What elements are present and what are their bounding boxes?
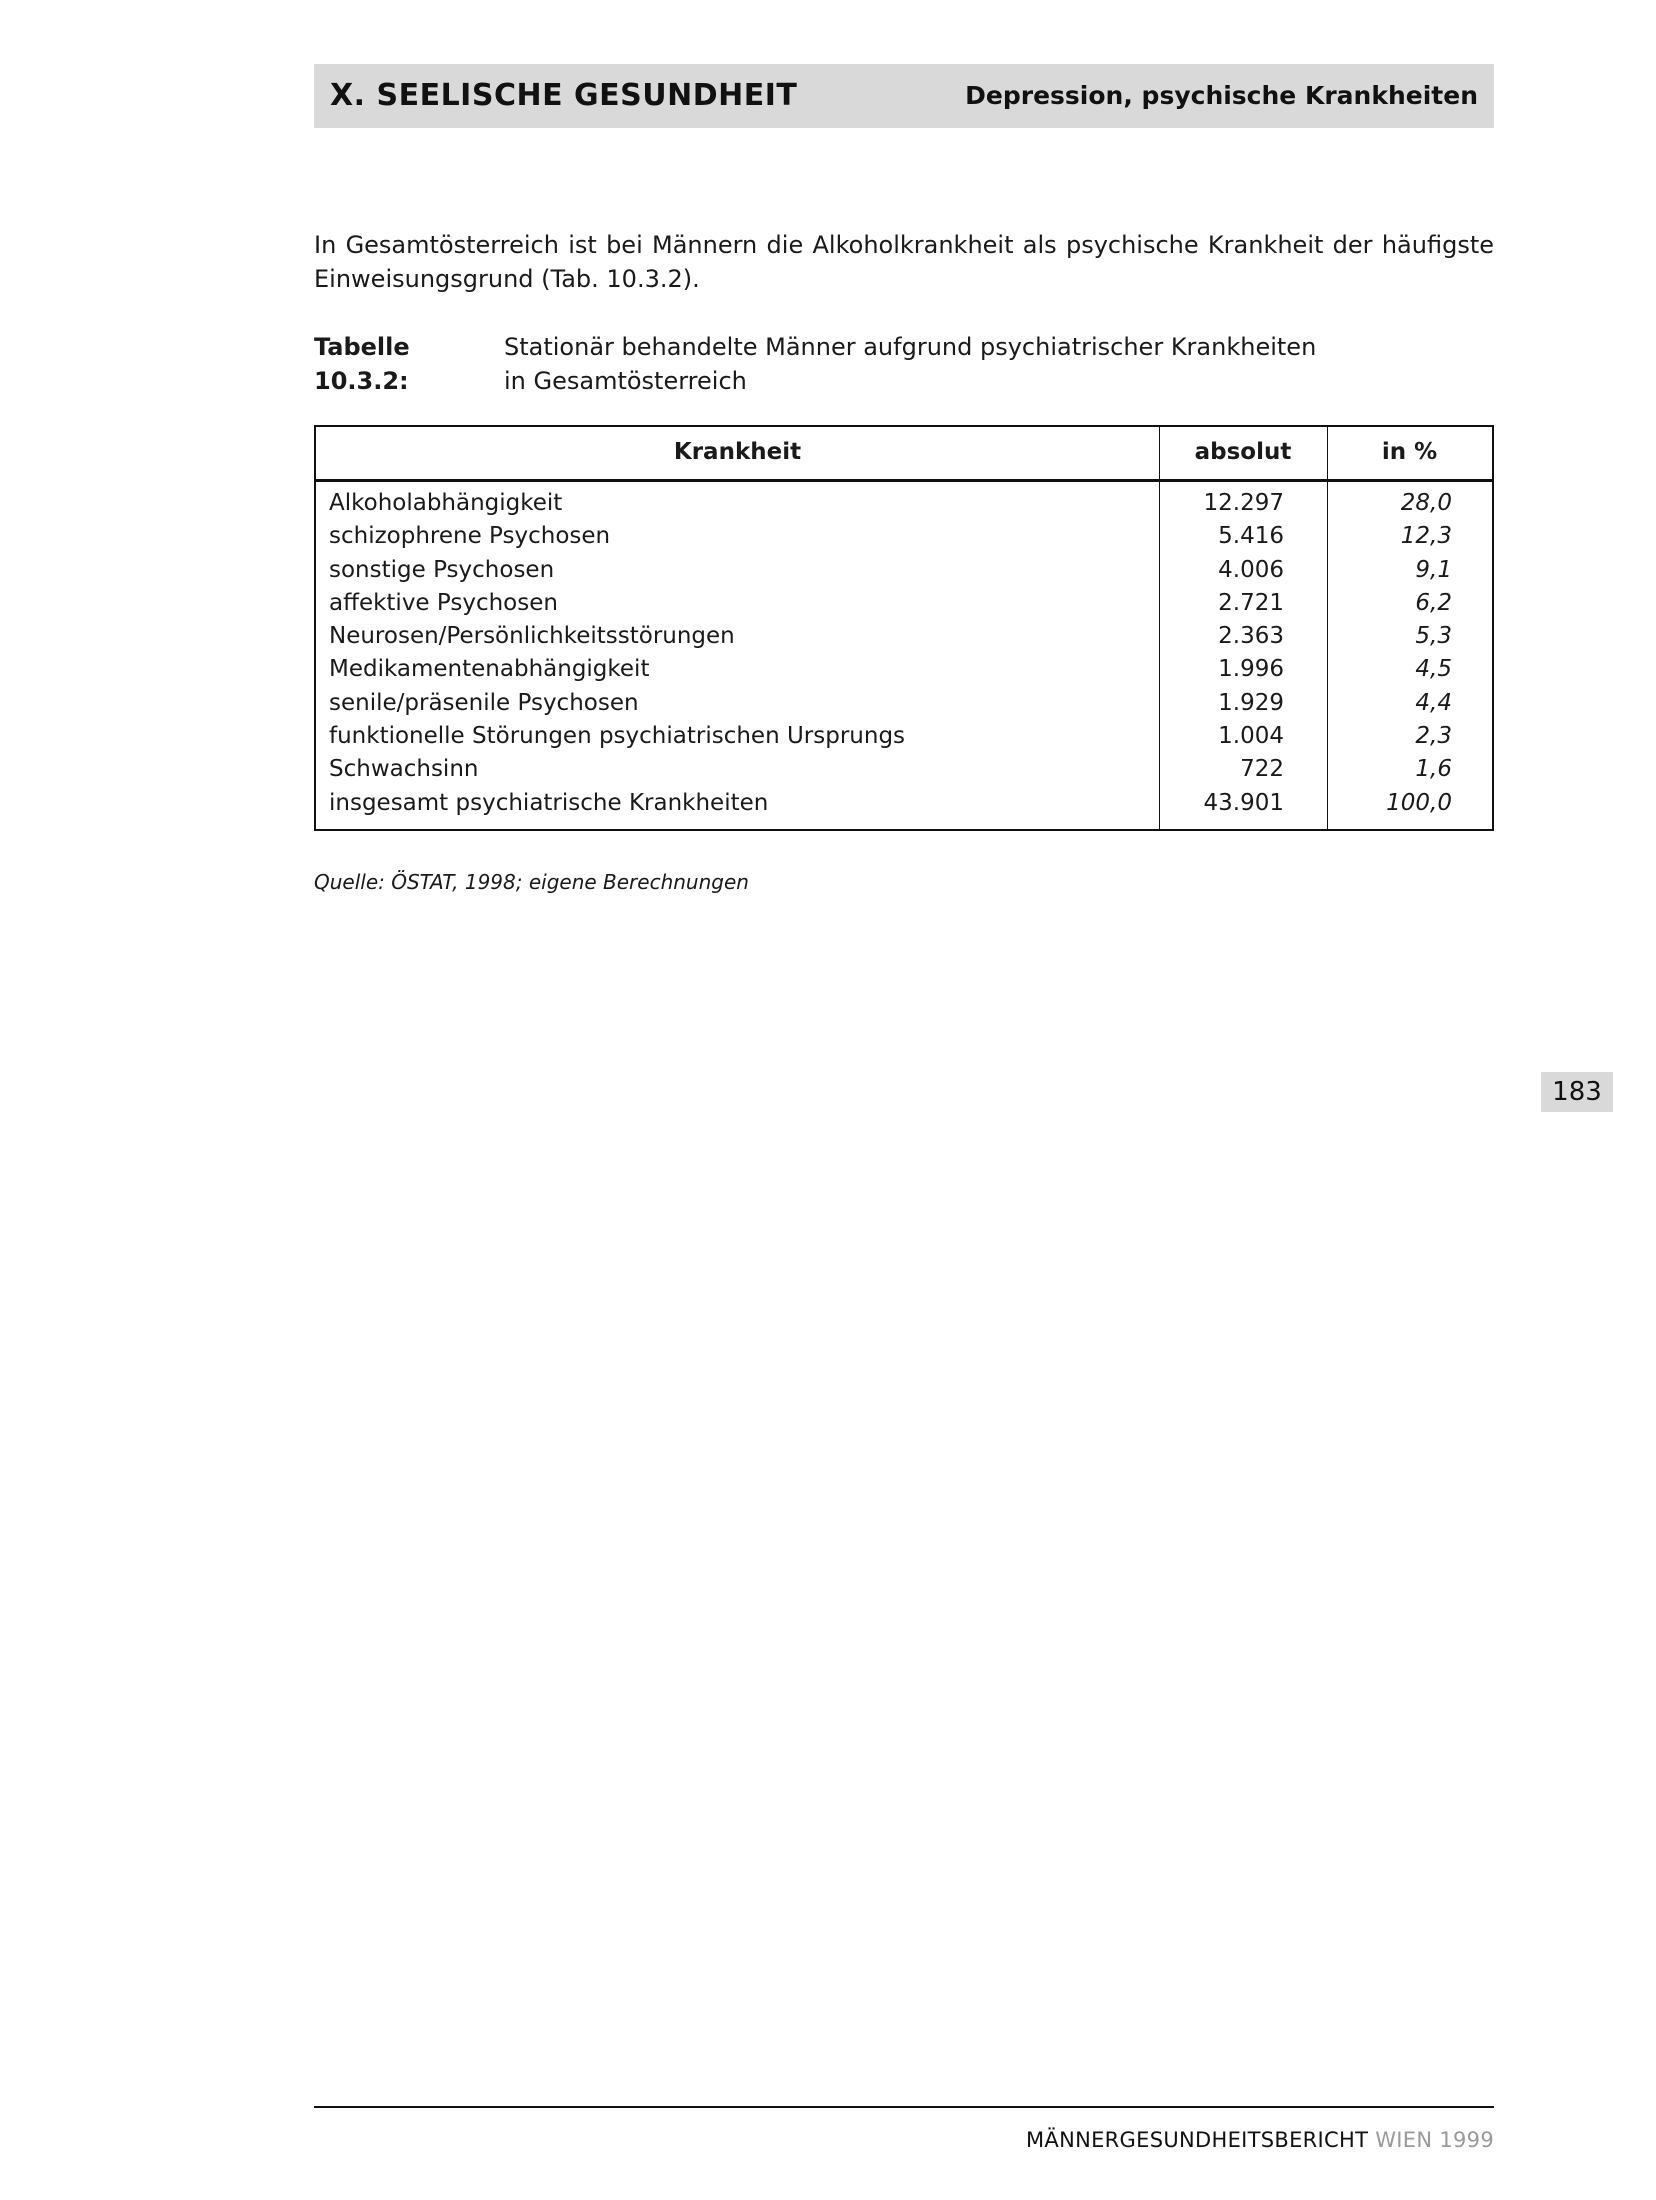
section-header xyxy=(314,64,1494,128)
table-row xyxy=(316,753,1492,786)
table-row xyxy=(316,620,1492,653)
cell-absolut: 722 xyxy=(1240,756,1284,783)
cell-absolut: 1.004 xyxy=(1218,723,1284,750)
section-title: X. SEELISCHE GESUNDHEIT xyxy=(330,78,798,113)
cell-krankheit: funktionelle Störungen psychiatrischen Ursprungs xyxy=(329,723,906,750)
cell-percent: 9,1 xyxy=(1415,556,1452,583)
cell-krankheit: sonstige Psychosen xyxy=(329,556,555,583)
cell-absolut: 2.363 xyxy=(1218,623,1284,650)
table-caption-label: Tabelle 10.3.2: xyxy=(314,333,410,395)
column-header-krankheit: Krankheit xyxy=(673,439,802,465)
table-row xyxy=(316,520,1492,553)
cell-krankheit: Neurosen/Persönlichkeitsstörungen xyxy=(329,623,735,650)
table-row xyxy=(316,720,1492,753)
footer xyxy=(1026,2128,1494,2152)
footer-title: MÄNNERGESUNDHEITSBERICHT xyxy=(1026,2128,1369,2152)
column-header-absolut: absolut xyxy=(1194,439,1292,465)
cell-krankheit: schizophrene Psychosen xyxy=(329,523,611,550)
table-caption xyxy=(314,330,1494,398)
table-row xyxy=(316,687,1492,720)
table-row-total xyxy=(316,787,1492,820)
footer-place-year: WIEN 1999 xyxy=(1375,2128,1494,2152)
cell-krankheit: affektive Psychosen xyxy=(329,589,558,616)
cell-percent: 4,5 xyxy=(1415,656,1452,683)
table-row xyxy=(316,587,1492,620)
cell-krankheit: Alkoholabhängigkeit xyxy=(329,490,563,516)
cell-percent: 28,0 xyxy=(1400,490,1452,516)
cell-krankheit: insgesamt psychiatrische Krankheiten xyxy=(329,789,769,816)
section-subtitle: Depression, psychische Krankheiten xyxy=(965,81,1478,110)
cell-absolut: 4.006 xyxy=(1218,556,1284,583)
cell-absolut: 12.297 xyxy=(1203,490,1284,516)
cell-krankheit: Medikamentenabhängigkeit xyxy=(329,656,650,683)
table-row xyxy=(316,554,1492,587)
cell-absolut: 43.901 xyxy=(1203,789,1284,816)
table-row xyxy=(316,487,1492,520)
table-row xyxy=(316,653,1492,686)
data-table xyxy=(314,425,1494,831)
table-body xyxy=(316,487,1492,820)
cell-absolut: 5.416 xyxy=(1218,523,1284,550)
cell-percent: 6,2 xyxy=(1415,589,1452,616)
page-number: 183 xyxy=(1541,1072,1613,1112)
intro-paragraph: In Gesamtösterreich ist bei Männern die Alkoholkrankheit als psychische Krankheit der häufigste Einweisungsgrund (Tab. 10.3.2). xyxy=(314,231,1494,293)
cell-absolut: 1.996 xyxy=(1218,656,1284,683)
column-header-percent: in % xyxy=(1381,439,1438,465)
cell-absolut: 1.929 xyxy=(1218,689,1284,716)
cell-percent: 100,0 xyxy=(1386,789,1452,816)
cell-percent: 12,3 xyxy=(1400,523,1452,550)
table-caption-text: Stationär behandelte Männer aufgrund psychiatrischer Krankheiten in Gesamtösterreich xyxy=(504,333,1317,395)
cell-absolut: 2.721 xyxy=(1218,589,1284,616)
footer-divider xyxy=(314,2106,1494,2108)
cell-percent: 5,3 xyxy=(1415,623,1452,650)
cell-krankheit: senile/präsenile Psychosen xyxy=(329,689,639,716)
cell-percent: 1,6 xyxy=(1415,756,1452,783)
source-note: Quelle: ÖSTAT, 1998; eigene Berechnungen xyxy=(314,870,749,894)
table-header-row xyxy=(316,427,1492,482)
cell-krankheit: Schwachsinn xyxy=(329,756,479,783)
cell-percent: 4,4 xyxy=(1415,689,1452,716)
cell-percent: 2,3 xyxy=(1415,723,1452,750)
